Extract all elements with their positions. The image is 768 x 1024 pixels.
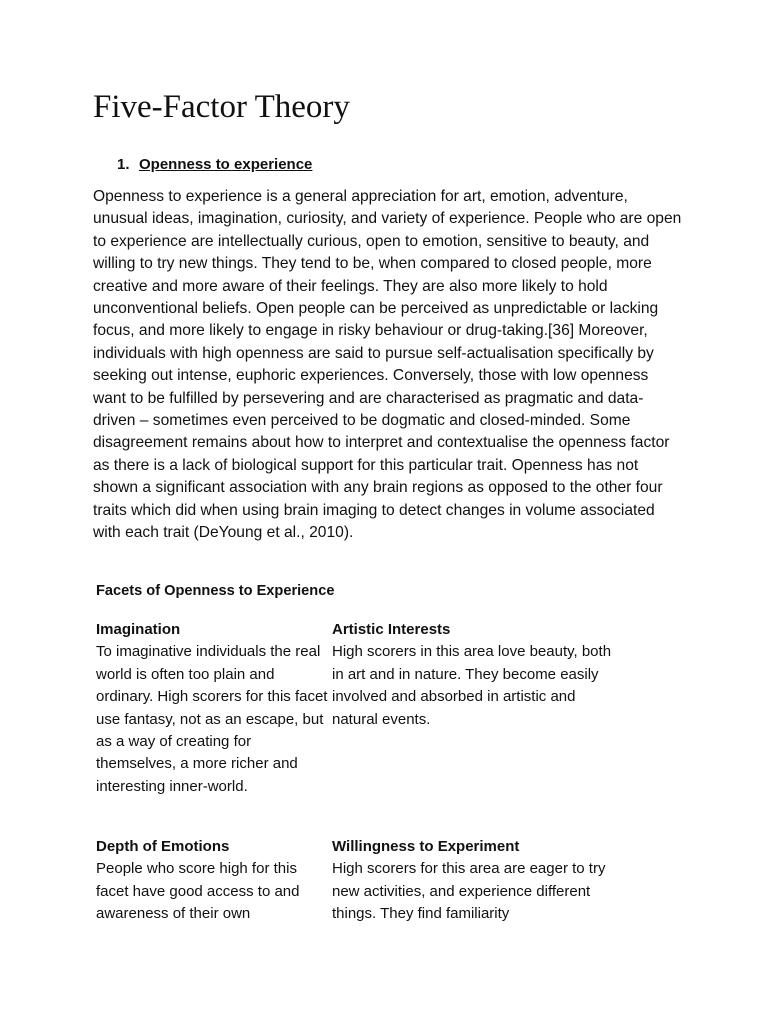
- section-heading-text: Openness to experience: [139, 156, 313, 173]
- facet-title: Imagination: [96, 621, 181, 638]
- facet-title: Depth of Emotions: [96, 838, 230, 855]
- facets-title: Facets of Openness to Experience: [96, 583, 335, 599]
- facet-title: Artistic Interests: [332, 621, 451, 638]
- facet-artistic-interests: [332, 619, 617, 731]
- section-heading: [117, 156, 312, 174]
- facet-imagination: [96, 619, 328, 798]
- facet-title: Willingness to Experiment: [332, 838, 520, 855]
- facet-depth-of-emotions: [96, 836, 328, 926]
- document-title: Five-Factor Theory: [93, 89, 350, 125]
- facet-body: High scorers in this area love beauty, both in art and in nature. They become easily involved and absorbed in artistic and natural events.: [332, 643, 612, 728]
- facet-body: People who score high for this facet have good access to and awareness of their own: [96, 860, 300, 923]
- facet-body: To imaginative individuals the real world is often too plain and ordinary. High scorers for this facet use fantasy, not as an escape, but as a way of creating for themselves, a more richer and interesting inner-world.: [96, 643, 328, 795]
- facet-willingness-to-experiment: [332, 836, 617, 926]
- body-paragraph: Openness to experience is a general appreciation for art, emotion, adventure, unusual ideas, imagination, curiosity, and variety of experience. People who are open to experience are intellectually curious, open to emotion, sensitive to beauty, and willing to try new things. They tend to be, when compared to closed people, more creative and more aware of their feelings. They are also more likely to hold unconventional beliefs. Open people can be perceived as unpredictable or lacking focus, and more likely to engage in risky behaviour or drug-taking.[36] Moreover, individuals with high openness are said to pursue self-actualisation specifically by seeking out intense, euphoric experiences. Conversely, those with low openness want to be fulfilled by persevering and are characterised as pragmatic and data-driven – sometimes even perceived to be dogmatic and closed-minded. Some disagreement remains about how to interpret and contextualise the openness factor as there is a lack of biological support for this particular trait. Openness has not shown a significant association with any brain regions as opposed to the other four traits which did when using brain imaging to detect changes in volume associated with each trait (DeYoung et al., 2010).: [93, 188, 682, 542]
- section-number: 1.: [117, 156, 130, 173]
- facet-body: High scorers for this area are eager to try new activities, and experience different things. They find familiarity: [332, 860, 606, 923]
